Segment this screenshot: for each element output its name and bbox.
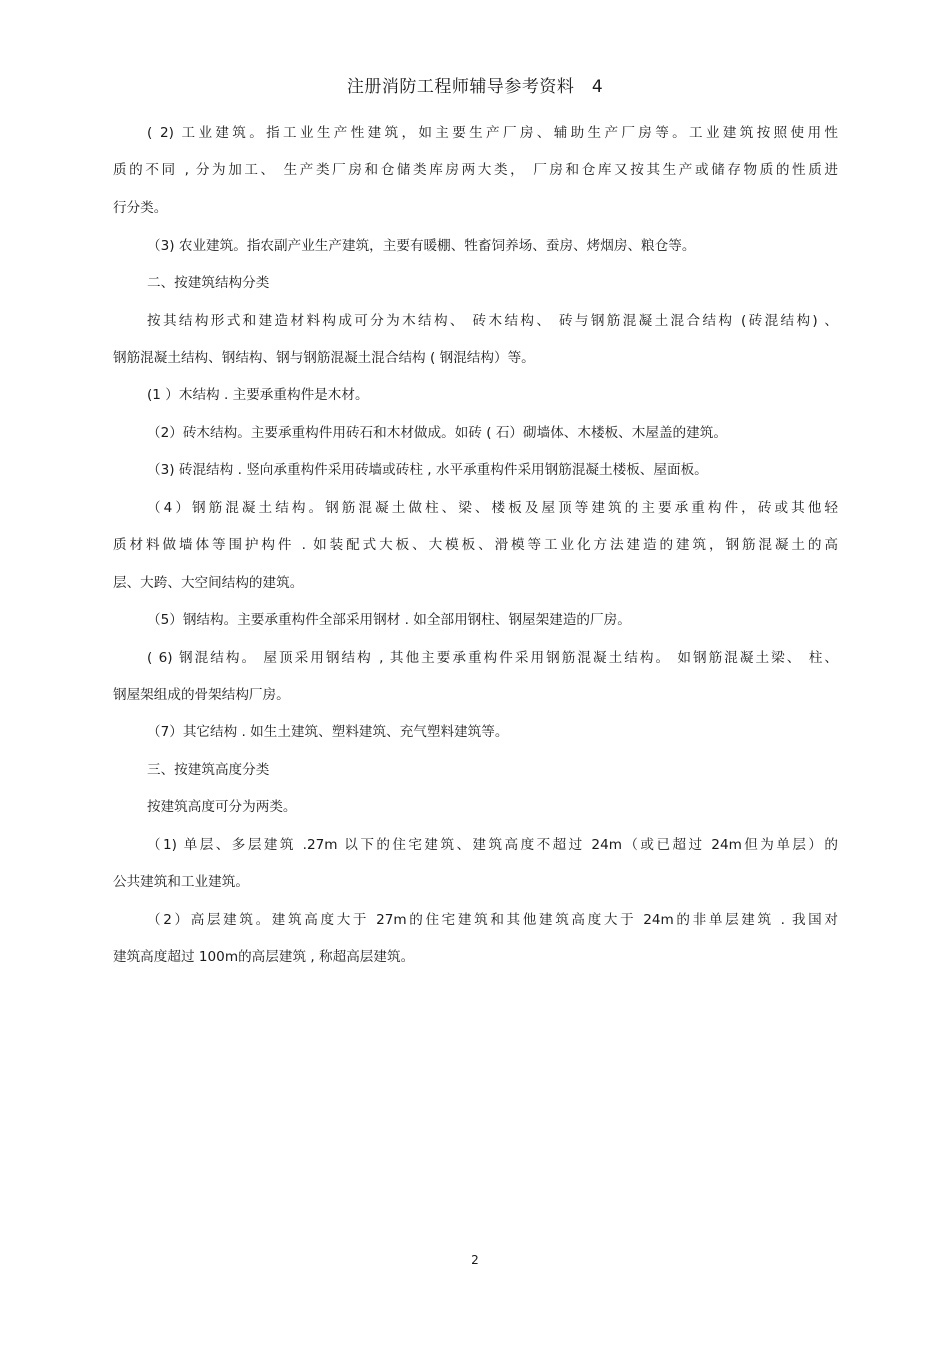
page-number: 2 (471, 1253, 479, 1267)
paragraph-agricultural: （3) 农业建筑。指农副产业生产建筑，主要有暖棚、牲畜饲养场、蚕房、烤烟房、粮仓等。 (147, 238, 696, 254)
paragraph-structure-intro-line-2: 钢筋混凝土结构、钢结构、钢与钢筋混凝土混合结构 ( 钢混结构）等。 (113, 350, 535, 366)
paragraph-industrial-line-1: ( 2) 工业建筑。指工业生产性建筑，如主要生产厂房、辅助生产厂房等。工业建筑按照使用性 (147, 125, 838, 141)
item-brick-wood-structure: （2）砖木结构。主要承重构件用砖石和木材做成。如砖 ( 石）砌墙体、木楼板、木屋盖的建筑。 (147, 425, 727, 441)
item-other-structure: （7）其它结构 . 如生土建筑、塑料建筑、充气塑料建筑等。 (147, 724, 509, 740)
page-title: 注册消防工程师辅导参考资料 4 (346, 77, 604, 97)
item-reinforced-concrete-line-1: （4）钢筋混凝土结构。钢筋混凝土做柱、梁、楼板及屋顶等建筑的主要承重构件，砖或其他轻 (147, 500, 838, 516)
paragraph-industrial-line-2: 质的不同 , 分为加工、 生产类厂房和仓储类库房两大类， 厂房和仓库又按其生产或储存物质的性质进 (113, 162, 838, 178)
item-wood-structure: (1 ）木结构 . 主要承重构件是木材。 (147, 387, 369, 403)
item-brick-concrete-structure: （3) 砖混结构 . 竖向承重构件采用砖墙或砖柱 , 水平承重构件采用钢筋混凝土楼板、屋面板。 (147, 462, 708, 478)
section-heading-height: 三、按建筑高度分类 (147, 762, 270, 778)
item-reinforced-concrete-line-3: 层、大跨、大空间结构的建筑。 (113, 575, 304, 591)
item-low-rise-line-2: 公共建筑和工业建筑。 (113, 874, 249, 890)
paragraph-industrial-line-3: 行分类。 (113, 200, 168, 216)
item-high-rise-line-1: （2）高层建筑。建筑高度大于 27m的住宅建筑和其他建筑高度大于 24m的非单层建筑 . 我国对 (147, 912, 838, 928)
item-steel-concrete-line-2: 钢屋架组成的骨架结构厂房。 (113, 687, 290, 703)
item-low-rise-line-1: （1) 单层、多层建筑 .27m 以下的住宅建筑、建筑高度不超过 24m（或已超过 24m但为单层）的 (147, 837, 838, 853)
item-steel-structure: （5）钢结构。主要承重构件全部采用钢材 . 如全部用钢柱、钢屋架建造的厂房。 (147, 612, 631, 628)
section-heading-structure: 二、按建筑结构分类 (147, 275, 270, 291)
paragraph-height-intro: 按建筑高度可分为两类。 (147, 799, 297, 815)
item-high-rise-line-2: 建筑高度超过 100m的高层建筑 , 称超高层建筑。 (113, 949, 415, 965)
item-steel-concrete-line-1: ( 6) 钢混结构。 屋顶采用钢结构 , 其他主要承重构件采用钢筋混凝土结构。 如钢筋混凝土梁、 柱、 (147, 650, 838, 666)
paragraph-structure-intro-line-1: 按其结构形式和建造材料构成可分为木结构、 砖木结构、 砖与钢筋混凝土混合结构 (砖混结构) 、 (147, 313, 838, 329)
item-reinforced-concrete-line-2: 质材料做墙体等围护构件 . 如装配式大板、大模板、滑模等工业化方法建造的建筑，钢筋混凝土的高 (113, 537, 838, 553)
